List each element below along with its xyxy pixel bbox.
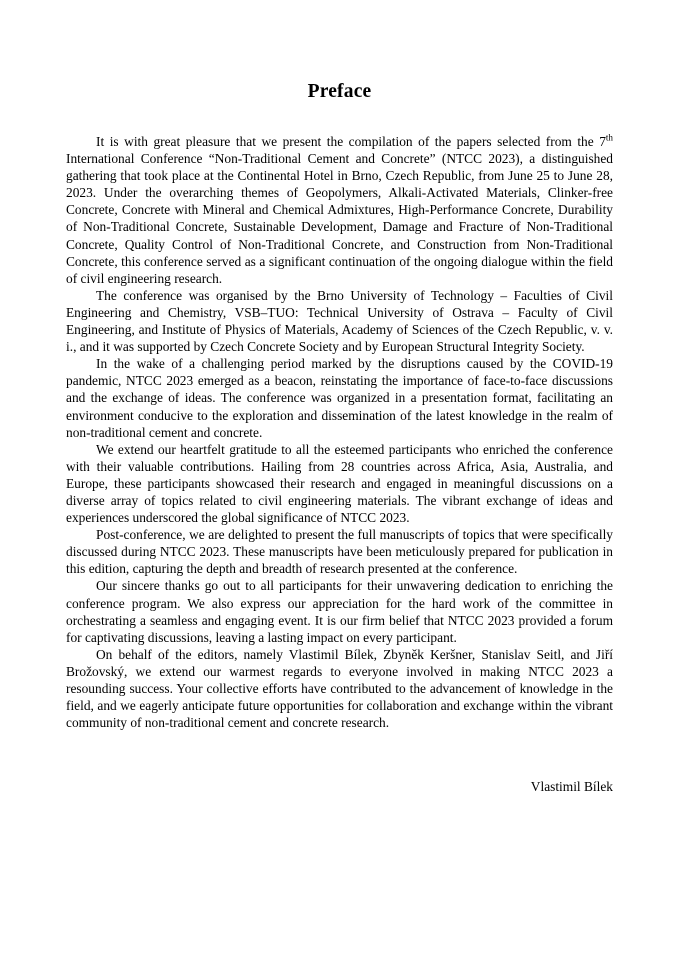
paragraph-editors: On behalf of the editors, namely Vlastimil Bílek, Zbyněk Keršner, Stanislav Seitl, and Jiří Brožovský, we extend our warmest regards to everyone involved in making NTCC 2023 a resounding success. Your collective efforts have contributed to the advancement of knowledge in the field, and we eagerly anticipate future opportunities for collaboration and exchange within the vibrant community of non-traditional cement and concrete research. bbox=[66, 646, 613, 731]
page-title: Preface bbox=[307, 81, 372, 102]
signature-block bbox=[66, 731, 613, 795]
signature-name: Vlastimil Bílek bbox=[530, 779, 613, 795]
paragraph-intro bbox=[66, 133, 613, 287]
conference-ordinal-number: 7 bbox=[599, 134, 606, 149]
body-text bbox=[66, 103, 613, 731]
paragraph-covid-context: In the wake of a challenging period marked by the disruptions caused by the COVID-19 pandemic, NTCC 2023 emerged as a beacon, reinstating the importance of face-to-face discussions and the exchange of ideas. The conference was organized in a presentation format, facilitating an environment conducive to the exploration and dissemination of the latest knowledge in the realm of non-traditional cement and concrete. bbox=[66, 356, 613, 440]
paragraph-thanks: Our sincere thanks go out to all participants for their unwavering dedication to enriching the conference program. We also express our appreciation for the hard work of the committee in orchestrating a seamless and engaging event. It is our firm belief that NTCC 2023 provided a forum for captivating discussions, leaving a lasting impact on every participant. bbox=[66, 578, 613, 645]
paragraph-intro-rest: International Conference “Non-Traditional Cement and Concrete” (NTCC 2023), a distinguished gathering that took place at the Continental Hotel in Brno, Czech Republic, from June 25 to June 28, 2023. Under the overarching themes of Geopolymers, Alkali-Activated Materials, Clinker-free Concrete, Concrete with Mineral and Chemical Admixtures, High-Performance Concrete, Durability of Non-Traditional Concrete, Sustainable Development, Damage and Fracture of Non-Traditional Concrete, Quality Control of Non-Traditional Concrete, and Construction from Non-Traditional Concrete, this conference served as a significant continuation of the ongoing dialogue within the field of civil engineering research. bbox=[66, 151, 613, 286]
page-content bbox=[66, 0, 613, 795]
paragraph-participants: We extend our heartfelt gratitude to all the esteemed participants who enriched the conference with their valuable contributions. Hailing from 28 countries across Africa, Asia, Australia, and Europe, these participants showcased their research and engaged in meaningful discussions on a diverse array of topics related to civil engineering materials. The vibrant exchange of ideas and experiences underscored the global significance of NTCC 2023. bbox=[66, 441, 613, 526]
paragraph-post-conference: Post-conference, we are delighted to present the full manuscripts of topics that were specifically discussed during NTCC 2023. These manuscripts have been meticulously prepared for publication in this edition, capturing the depth and breadth of research presented at the conference. bbox=[66, 527, 613, 577]
conference-ordinal-suffix: th bbox=[605, 132, 613, 143]
paragraph-intro-lead: It is with great pleasure that we present the compilation of the papers selected from the bbox=[96, 134, 600, 149]
paragraph-organisers: The conference was organised by the Brno University of Technology – Faculties of Civil Engineering and Chemistry, VSB–TUO: Technical University of Ostrava – Faculty of Civil Engineering, and Institute of Physics of Materials, Academy of Sciences of the Czech Republic, v. v. i., and it was supported by Czech Concrete Society and by European Structural Integrity Society. bbox=[66, 287, 613, 355]
